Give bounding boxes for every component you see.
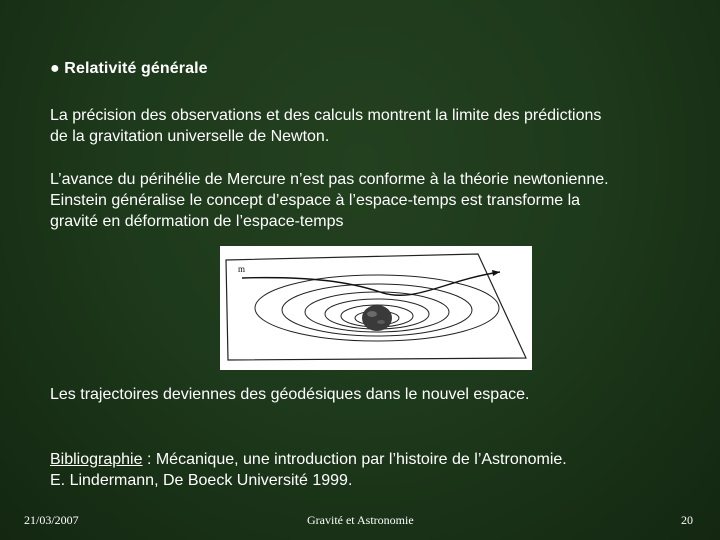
spacetime-curvature-figure: [220, 246, 532, 370]
bibliography: [50, 449, 690, 491]
spacetime-curvature-illustration: [220, 246, 532, 370]
bibliography-label: Bibliographie: [50, 451, 143, 468]
footer-title: Gravité et Astronomie: [307, 513, 414, 527]
paragraph-line: Einstein généralise le concept d’espace à l’espace-temps est transforme la: [50, 192, 581, 209]
bibliography-text: : Mécanique, une introduction par l’histoire de l’Astronomie.: [142, 451, 567, 468]
paragraph-line: gravité en déformation de l’espace-temps: [50, 213, 344, 230]
bibliography-reference: E. Lindermann, De Boeck Université 1999.: [50, 472, 353, 489]
paragraph-line: Les trajectoires deviennes des géodésiques dans le nouvel espace.: [50, 386, 530, 403]
paragraph-line: de la gravitation universelle de Newton.: [50, 128, 330, 145]
central-mass: [362, 305, 392, 331]
footer-page-number: 20: [681, 513, 693, 527]
footer-date: 21/03/2007: [24, 513, 79, 527]
paragraph-geodesics: [50, 384, 690, 405]
paragraph-newton-limits: [50, 105, 690, 147]
paragraph-mercury-perihelion: [50, 169, 690, 232]
mass-label: m: [238, 264, 246, 274]
paragraph-line: La précision des observations et des calculs montrent la limite des prédictions: [50, 107, 602, 124]
slide-heading: ● Relativité générale: [50, 60, 208, 77]
trajectory-arrowhead: [492, 270, 500, 276]
paragraph-line: L’avance du périhélie de Mercure n’est pas conforme à la théorie newtonienne.: [50, 171, 609, 188]
